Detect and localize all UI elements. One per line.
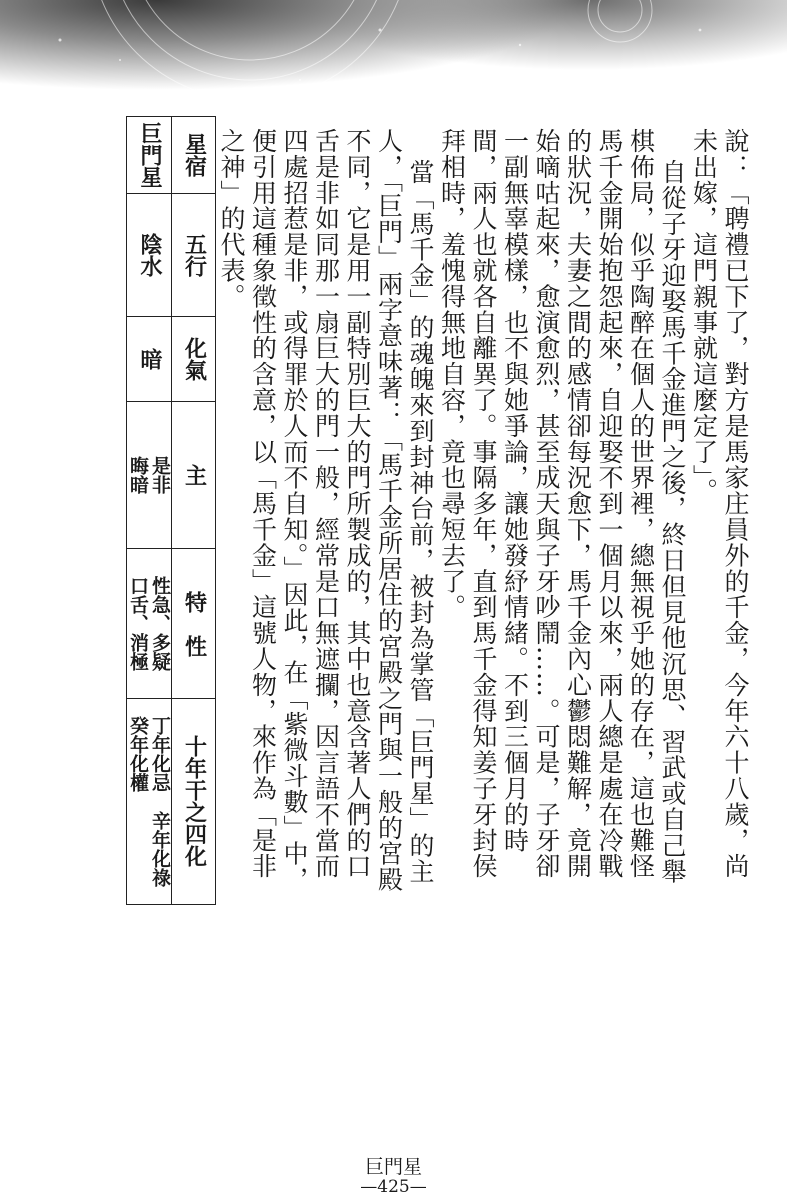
header-main: 主 <box>172 402 215 549</box>
header-element: 五行 <box>172 194 215 317</box>
page-number: —425— <box>360 1177 427 1197</box>
value-traits: 性急、多疑 口舌、消極 <box>127 549 171 699</box>
table-header-column <box>171 117 215 904</box>
table-value-column <box>127 117 171 904</box>
value-element: 陰水 <box>127 194 171 317</box>
header-four-transformations: 十年干之四化 <box>181 735 207 867</box>
value-star: 巨門星 <box>127 117 171 194</box>
header-traits: 特 性 <box>172 549 215 699</box>
value-transform: 暗 <box>127 317 171 402</box>
header-pattern <box>0 0 787 118</box>
header-transform: 化氣 <box>172 317 215 402</box>
header-star: 星宿 <box>172 117 215 194</box>
value-main: 是非 晦暗 <box>127 402 171 549</box>
paragraph-1: 說：「聘禮已下了，對方是馬家庄員外的千金，今年六十八歲，尚未出嫁，這門親事就這麼定了」。 <box>689 128 750 880</box>
value-four-transformations: 丁年化忌 辛年化祿 癸年化權 <box>127 715 171 887</box>
footer-chapter-title: 巨門星 <box>364 1156 422 1178</box>
paragraph-3: 當「馬千金」的魂魄來到封神台前，被封為掌管「巨門星」的主人，「巨門」兩字意味著：「馬千金所居住的宮殿之門與一般的宮殿不同，它是用一副特別巨大的門所製成的，其中也意含著人們的口舌是非如同那一扇巨大的門一般，經常是口無遮攔，因言語不當而四處招惹是非，或得罪於人而不自知。」因此，在「紫微斗數」中，便引用這種象徵性的含意，以「馬千金」這號人物，來作為「是非之神」的代表。 <box>217 128 435 893</box>
body-text <box>216 128 752 898</box>
paragraph-2: 自從子牙迎娶馬千金進門之後，終日但見他沉思、習武或自己舉棋佈局，似乎陶醉在個人的世界裡，總無視乎她的存在，這也難怪馬千金開始抱怨起來，自迎娶不到一個月以來，兩人總是處在冷戰的狀況，夫妻之間的感情卻每況愈下，馬千金內心鬱悶難解，竟開始嘀咕起來，愈演愈烈，甚至成天與子牙吵鬧……。可是，子牙卻一副無辜模樣，也不與她爭論，讓她發紓情緒。不到三個月的時間，兩人也就各自離異了。事隔多年，直到馬千金得知姜子牙封侯拜相時，羞愧得無地自容，竟也尋短去了。 <box>437 128 687 885</box>
star-attributes-table <box>126 116 216 905</box>
decorative-header-art <box>0 0 787 118</box>
